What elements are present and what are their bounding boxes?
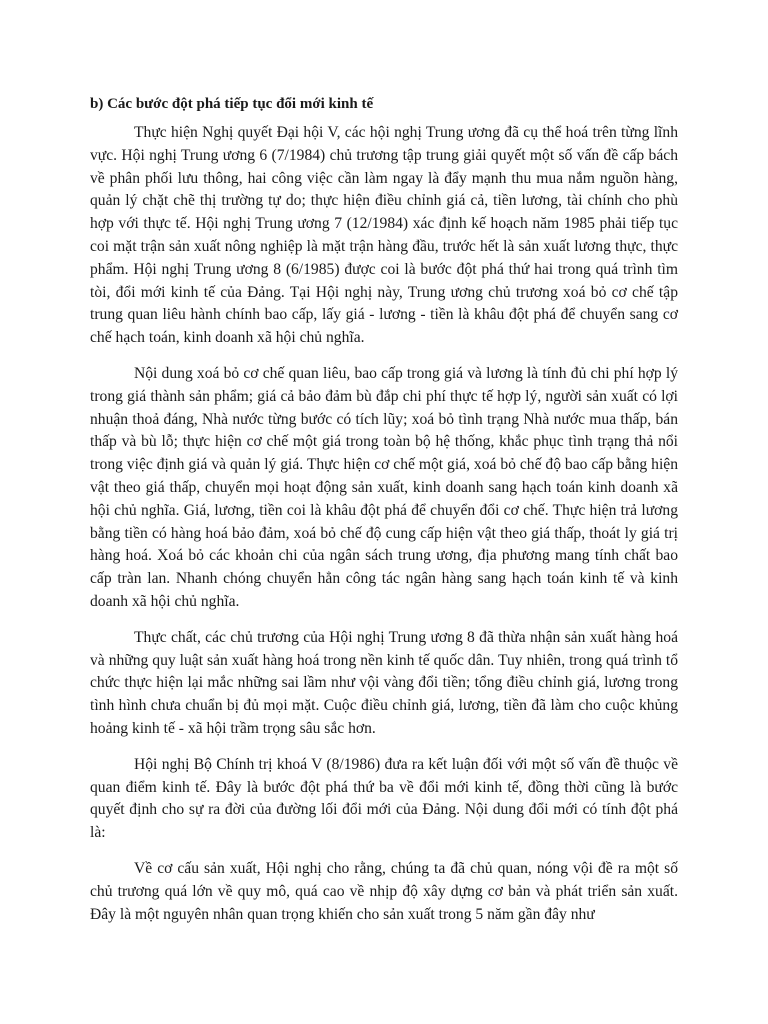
paragraph-3: Thực chất, các chủ trương của Hội nghị Trung ương 8 đã thừa nhận sản xuất hàng hoá và những quy luật sản xuất hàng hoá trong nền kinh tế quốc dân. Tuy nhiên, trong quá trình tổ chức thực hiện lại mắc những sai lầm như vội vàng đổi tiền; tổng điều chỉnh giá, lương trong tình hình chưa chuẩn bị đủ mọi mặt. Cuộc điều chỉnh giá, lương, tiền đã làm cho cuộc khủng hoảng kinh tế - xã hội trầm trọng sâu sắc hơn. xyxy=(90,628,678,737)
paragraph-4: Hội nghị Bộ Chính trị khoá V (8/1986) đưa ra kết luận đối với một số vấn đề thuộc về quan điểm kinh tế. Đây là bước đột phá thứ ba về đổi mới kinh tế, đồng thời cũng là bước quyết định cho sự ra đời của đường lối đổi mới của Đảng. Nội dung đổi mới có tính đột phá là: xyxy=(90,755,678,842)
paragraph-2: Nội dung xoá bỏ cơ chế quan liêu, bao cấp trong giá và lương là tính đủ chi phí hợp lý trong giá thành sản phẩm; giá cả bảo đảm bù đắp chi phí thực tế hợp lý, người sản xuất có lợi nhuận thoả đáng, Nhà nước từng bước có tích lũy; xoá bỏ tình trạng Nhà nước mua thấp, bán thấp và bù lỗ; thực hiện cơ chế một giá trong toàn bộ hệ thống, khắc phục tình trạng thả nổi trong việc định giá và quản lý giá. Thực hiện cơ chế một giá, xoá bỏ chế độ bao cấp bằng hiện vật theo giá thấp, chuyển mọi hoạt động sản xuất, kinh doanh sang hạch toán kinh doanh xã hội chủ nghĩa. Giá, lương, tiền coi là khâu đột phá để chuyển đổi cơ chế. Thực hiện trả lương bằng tiền có hàng hoá bảo đảm, xoá bỏ chế độ cung cấp hiện vật theo giá thấp, thoát ly giá trị hàng hoá. Xoá bỏ các khoản chi của ngân sách trung ương, địa phương mang tính chất bao cấp tràn lan. Nhanh chóng chuyển hẳn công tác ngân hàng sang hạch toán kinh tế và kinh doanh xã hội chủ nghĩa. xyxy=(90,364,678,610)
document-body xyxy=(90,93,678,939)
section-heading: b) Các bước đột phá tiếp tục đổi mới kinh tế xyxy=(90,96,374,112)
paragraph-5: Về cơ cấu sản xuất, Hội nghị cho rằng, chúng ta đã chủ quan, nóng vội đề ra một số chủ trương quá lớn về quy mô, quá cao về nhịp độ xây dựng cơ bản và phát triển sản xuất. Đây là một nguyên nhân quan trọng khiến cho sản xuất trong 5 năm gần đây như xyxy=(90,859,678,923)
paragraph-1: Thực hiện Nghị quyết Đại hội V, các hội nghị Trung ương đã cụ thể hoá trên từng lĩnh vực. Hội nghị Trung ương 6 (7/1984) chủ trương tập trung giải quyết một số vấn đề cấp bách về phân phối lưu thông, hai công việc cần làm ngay là đẩy mạnh thu mua nắm nguồn hàng, quản lý chặt chẽ thị trường tự do; thực hiện điều chỉnh giá cả, tiền lương, tài chính cho phù hợp với thực tế. Hội nghị Trung ương 7 (12/1984) xác định kế hoạch năm 1985 phải tiếp tục coi mặt trận sản xuất nông nghiệp là mặt trận hàng đầu, trước hết là sản xuất lương thực, thực phẩm. Hội nghị Trung ương 8 (6/1985) được coi là bước đột phá thứ hai trong quá trình tìm tòi, đổi mới kinh tế của Đảng. Tại Hội nghị này, Trung ương chủ trương xoá bỏ cơ chế tập trung quan liêu hành chính bao cấp, lấy giá - lương - tiền là khâu đột phá để chuyển sang cơ chế hạch toán, kinh doanh xã hội chủ nghĩa. xyxy=(90,124,678,347)
